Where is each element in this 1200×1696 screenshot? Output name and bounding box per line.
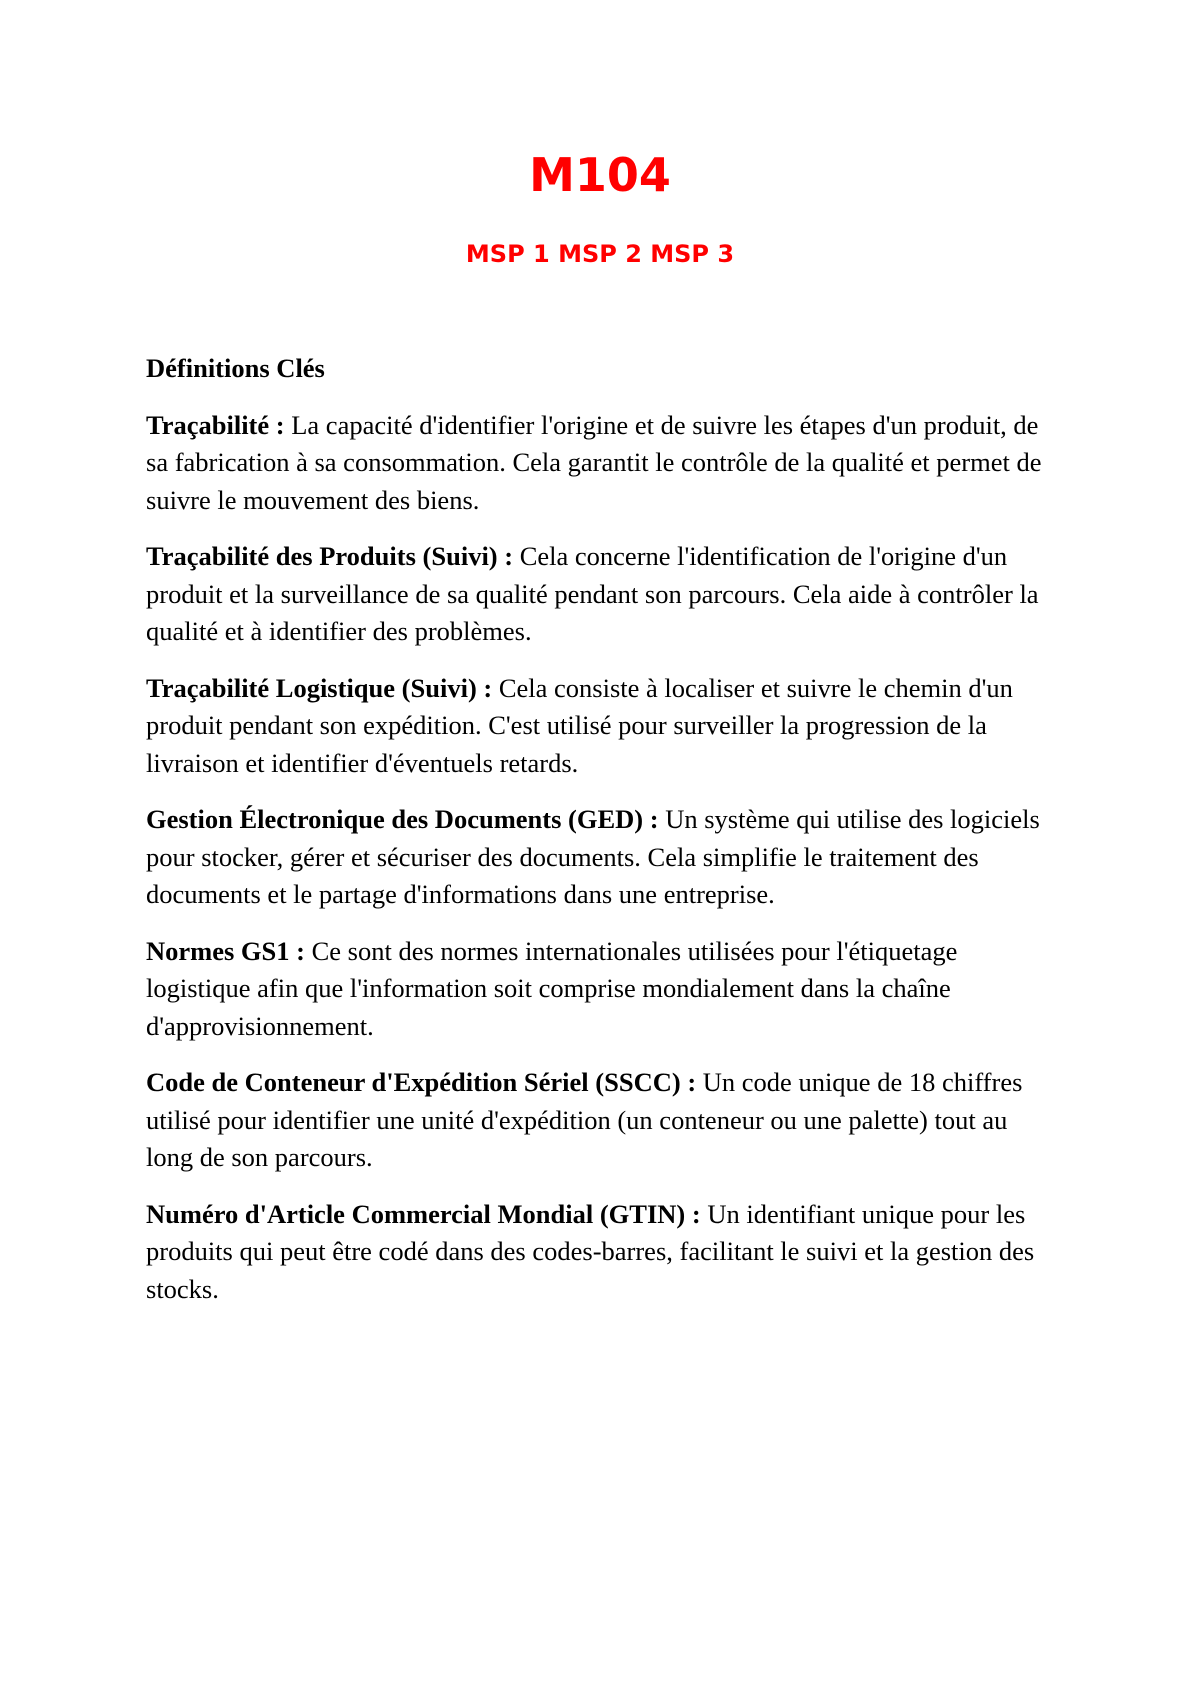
definition-item	[146, 538, 1046, 651]
definition-term: Traçabilité :	[146, 409, 285, 440]
definition-item	[146, 407, 1046, 520]
definition-text: Un identifiant unique pour les produits qui peut être codé dans des codes-barres, facilitant le suivi et la gestion des stocks.	[146, 1198, 1035, 1304]
definition-text: Cela consiste à localiser et suivre le chemin d'un produit pendant son expédition. C'est utilisé pour surveiller la progression de la livraison et identifier d'éventuels retards.	[146, 672, 1013, 778]
definition-item	[146, 670, 1046, 783]
section-heading: Définitions Clés	[146, 353, 325, 383]
definition-text: Cela concerne l'identification de l'origine d'un produit et la surveillance de sa qualité pendant son parcours. Cela aide à contrôler la qualité et à identifier des problèmes.	[146, 541, 1039, 646]
definition-text: Ce sont des normes internationales utilisées pour l'étiquetage logistique afin que l'information soit comprise mondialement dans la chaîne d'approvisionnement.	[146, 935, 958, 1041]
definition-text: Un code unique de 18 chiffres utilisé pour identifier une unité d'expédition (un conteneur ou une palette) tout au long de son parcours.	[146, 1067, 1023, 1172]
definition-term: Traçabilité Logistique (Suivi) :	[146, 672, 493, 703]
definition-term: Normes GS1 :	[146, 935, 305, 966]
definition-item	[146, 1196, 1046, 1309]
document-title: M104	[529, 148, 671, 202]
definition-item	[146, 801, 1046, 914]
definition-term: Code de Conteneur d'Expédition Sériel (SSCC) :	[146, 1067, 697, 1097]
definition-text: Un système qui utilise des logiciels pour stocker, gérer et sécuriser des documents. Cela simplifie le traitement des documents et le partage d'informations dans une entreprise.	[146, 804, 1040, 909]
definition-term: Gestion Électronique des Documents (GED) :	[146, 804, 659, 834]
definition-term: Numéro d'Article Commercial Mondial (GTIN) :	[146, 1198, 701, 1229]
document-body	[146, 350, 1046, 1327]
document-subtitle: MSP 1 MSP 2 MSP 3	[465, 240, 735, 268]
definition-text: La capacité d'identifier l'origine et de suivre les étapes d'un produit, de sa fabrication à sa consommation. Cela garantit le contrôle de la qualité et permet de suivre le mouvement des biens.	[146, 409, 1042, 515]
definition-item	[146, 933, 1046, 1046]
definition-item	[146, 1064, 1046, 1177]
definition-term: Traçabilité des Produits (Suivi) :	[146, 541, 514, 571]
